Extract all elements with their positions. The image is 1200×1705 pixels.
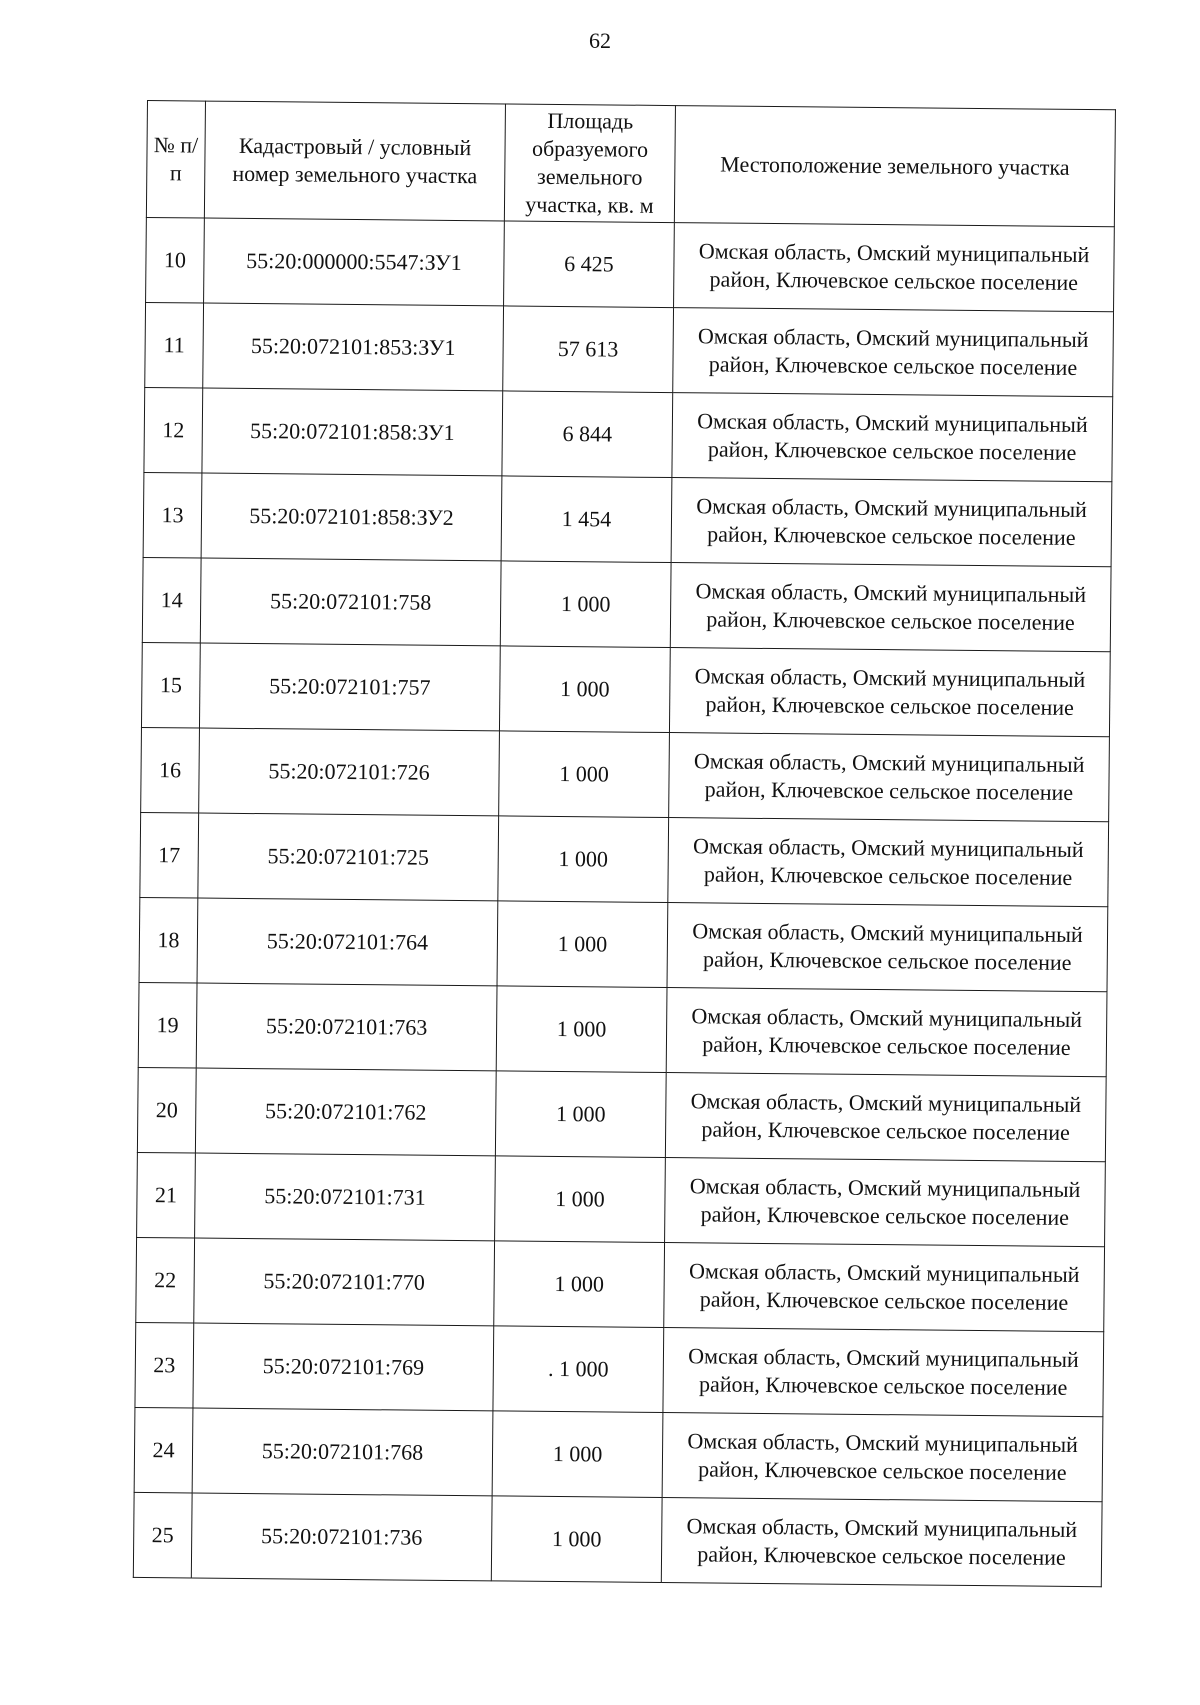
cell-num: 16 bbox=[141, 727, 200, 813]
table-header-row bbox=[146, 101, 1115, 227]
cell-location: Омская область, Омский муниципальный район, Ключевское сельское поселение bbox=[664, 1243, 1105, 1332]
cell-num: 23 bbox=[135, 1322, 194, 1408]
cell-location: Омская область, Омский муниципальный район, Ключевское сельское поселение bbox=[663, 1328, 1104, 1417]
cell-area: 1 000 bbox=[497, 901, 668, 988]
table-row bbox=[133, 1492, 1102, 1586]
cell-num: 12 bbox=[144, 387, 203, 473]
cell-num: 19 bbox=[138, 982, 197, 1068]
table-row bbox=[139, 897, 1108, 991]
table-row bbox=[141, 642, 1110, 736]
table-row bbox=[136, 1237, 1105, 1331]
cell-area: 6 844 bbox=[502, 391, 673, 478]
header-location: Местоположение земельного участка bbox=[674, 106, 1115, 227]
cell-location: Омская область, Омский муниципальный район, Ключевское сельское поселение bbox=[673, 308, 1114, 397]
table-row bbox=[138, 982, 1107, 1076]
cell-area: 1 000 bbox=[492, 1411, 663, 1498]
cell-location: Омская область, Омский муниципальный район, Ключевское сельское поселение bbox=[665, 1073, 1106, 1162]
cell-num: 21 bbox=[137, 1152, 196, 1238]
cell-num: 22 bbox=[136, 1237, 195, 1323]
cell-num: 17 bbox=[140, 812, 199, 898]
cell-cadastral: 55:20:072101:853:ЗУ1 bbox=[203, 303, 504, 391]
table-row bbox=[145, 302, 1114, 396]
cell-location: Омская область, Омский муниципальный район, Ключевское сельское поселение bbox=[671, 478, 1112, 567]
cell-location: Омская область, Омский муниципальный район, Ключевское сельское поселение bbox=[670, 563, 1111, 652]
cell-area: 1 000 bbox=[499, 646, 670, 733]
cell-area: 1 000 bbox=[499, 731, 670, 818]
table-row bbox=[137, 1067, 1106, 1161]
cell-location: Омская область, Омский муниципальный район, Ключевское сельское поселение bbox=[665, 1158, 1106, 1247]
cell-location: Омская область, Омский муниципальный район, Ключевское сельское поселение bbox=[662, 1413, 1103, 1502]
cell-cadastral: 55:20:072101:770 bbox=[194, 1238, 495, 1326]
cell-location: Омская область, Омский муниципальный район, Ключевское сельское поселение bbox=[668, 818, 1109, 907]
cell-cadastral: 55:20:072101:763 bbox=[196, 983, 497, 1071]
cell-location: Омская область, Омский муниципальный район, Ключевское сельское поселение bbox=[666, 988, 1107, 1077]
cell-area: 1 000 bbox=[498, 816, 669, 903]
cell-num: 24 bbox=[134, 1407, 193, 1493]
table-row bbox=[135, 1322, 1104, 1416]
header-num: № п/п bbox=[146, 101, 205, 219]
cell-num: 15 bbox=[141, 642, 200, 728]
table-row bbox=[143, 472, 1112, 566]
cell-area: 1 454 bbox=[501, 476, 672, 563]
cell-area: 1 000 bbox=[491, 1496, 662, 1583]
cell-cadastral: 55:20:072101:764 bbox=[197, 898, 498, 986]
cell-cadastral: 55:20:072101:768 bbox=[192, 1408, 493, 1496]
cell-location: Омская область, Омский муниципальный район, Ключевское сельское поселение bbox=[667, 903, 1108, 992]
cell-cadastral: 55:20:072101:731 bbox=[195, 1153, 496, 1241]
cell-cadastral: 55:20:000000:5547:ЗУ1 bbox=[204, 218, 505, 306]
cell-num: 10 bbox=[146, 217, 205, 303]
cell-area: . 1 000 bbox=[493, 1326, 664, 1413]
cell-cadastral: 55:20:072101:736 bbox=[191, 1493, 492, 1581]
cell-num: 11 bbox=[145, 302, 204, 388]
cell-area: 1 000 bbox=[500, 561, 671, 648]
cell-area: 1 000 bbox=[495, 1156, 666, 1243]
page-number: 62 bbox=[589, 28, 611, 53]
cell-cadastral: 55:20:072101:858:ЗУ2 bbox=[201, 473, 502, 561]
cell-cadastral: 55:20:072101:726 bbox=[199, 728, 500, 816]
table-row bbox=[134, 1407, 1103, 1501]
cell-area: 1 000 bbox=[495, 1071, 666, 1158]
header-cadastral: Кадастровый / условный номер земельного участка bbox=[204, 101, 505, 221]
cell-cadastral: 55:20:072101:762 bbox=[195, 1068, 496, 1156]
table-row bbox=[137, 1152, 1106, 1246]
cell-cadastral: 55:20:072101:757 bbox=[199, 643, 500, 731]
cell-area: 6 425 bbox=[504, 221, 675, 308]
table-row bbox=[142, 557, 1111, 651]
cell-location: Омская область, Омский муниципальный район, Ключевское сельское поселение bbox=[672, 393, 1113, 482]
cell-cadastral: 55:20:072101:758 bbox=[200, 558, 501, 646]
cell-location: Омская область, Омский муниципальный район, Ключевское сельское поселение bbox=[669, 648, 1110, 737]
cell-cadastral: 55:20:072101:769 bbox=[193, 1323, 494, 1411]
table-row bbox=[144, 387, 1113, 481]
cell-num: 25 bbox=[133, 1492, 192, 1578]
cell-location: Омская область, Омский муниципальный район, Ключевское сельское поселение bbox=[661, 1498, 1102, 1587]
cell-num: 20 bbox=[137, 1067, 196, 1153]
cell-area: 57 613 bbox=[503, 306, 674, 393]
land-plots-table bbox=[133, 100, 1116, 1587]
cell-area: 1 000 bbox=[496, 986, 667, 1073]
table-row bbox=[140, 812, 1109, 906]
cell-cadastral: 55:20:072101:725 bbox=[198, 813, 499, 901]
cell-num: 18 bbox=[139, 897, 198, 983]
cell-location: Омская область, Омский муниципальный район, Ключевское сельское поселение bbox=[674, 223, 1115, 312]
cell-cadastral: 55:20:072101:858:ЗУ1 bbox=[202, 388, 503, 476]
cell-num: 14 bbox=[142, 557, 201, 643]
cell-num: 13 bbox=[143, 472, 202, 558]
cell-location: Омская область, Омский муниципальный район, Ключевское сельское поселение bbox=[669, 733, 1110, 822]
header-area: Площадь образуемого земельного участка, кв. м bbox=[504, 104, 675, 223]
table-row bbox=[146, 217, 1115, 311]
table-row bbox=[141, 727, 1110, 821]
cell-area: 1 000 bbox=[494, 1241, 665, 1328]
